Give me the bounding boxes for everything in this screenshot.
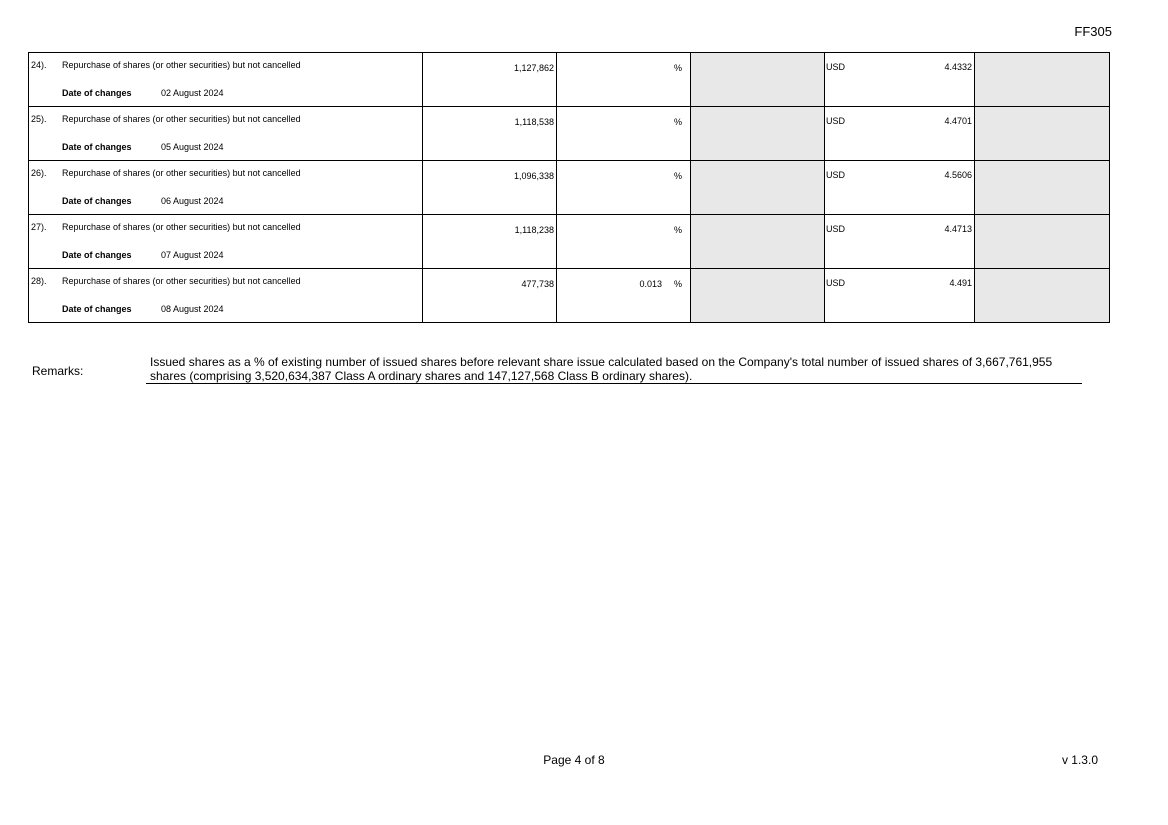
repurchase-table (28, 52, 1110, 323)
currency-label: USD (826, 116, 846, 126)
date-of-changes-value: 08 August 2024 (161, 304, 224, 314)
remarks-text: Issued shares as a % of existing number of issued shares before relevant share issue calculated based on the Company's total number of issued shares of 3,667,761,955 shares (comprising 3,520,634,387 Class A ordinary shares and 147,127,568 Class B ordinary shares). (146, 355, 1082, 384)
shares-count: 1,127,862 (423, 53, 557, 107)
price-cell (825, 53, 975, 107)
currency-label: USD (826, 170, 846, 180)
shaded-cell (691, 107, 825, 161)
row-number: 28). (31, 276, 47, 286)
shaded-cell (975, 107, 1110, 161)
shaded-cell (691, 215, 825, 269)
row-number: 25). (31, 114, 47, 124)
price-cell (825, 161, 975, 215)
percentage-cell (557, 107, 691, 161)
date-of-changes-label: Date of changes (62, 142, 132, 152)
shaded-cell (975, 215, 1110, 269)
row-description: Repurchase of shares (or other securities) but not cancelled (62, 222, 301, 232)
date-of-changes-label: Date of changes (62, 88, 132, 98)
description-cell (29, 53, 423, 107)
shaded-cell (975, 53, 1110, 107)
date-of-changes-label: Date of changes (62, 304, 132, 314)
percentage-cell (557, 53, 691, 107)
table-row (29, 269, 1110, 323)
shaded-cell (691, 161, 825, 215)
description-cell (29, 269, 423, 323)
description-cell (29, 107, 423, 161)
table-row (29, 161, 1110, 215)
percentage-cell (557, 215, 691, 269)
price-value: 4.4713 (944, 224, 972, 234)
date-of-changes-label: Date of changes (62, 250, 132, 260)
price-cell (825, 215, 975, 269)
percent-sign: % (673, 225, 682, 235)
currency-label: USD (826, 224, 846, 234)
date-of-changes-value: 06 August 2024 (161, 196, 224, 206)
price-cell (825, 269, 975, 323)
price-value: 4.491 (949, 278, 972, 288)
shaded-cell (691, 269, 825, 323)
shares-count: 1,096,338 (423, 161, 557, 215)
percentage-cell (557, 269, 691, 323)
description-cell (29, 161, 423, 215)
date-of-changes-value: 07 August 2024 (161, 250, 224, 260)
page-number: Page 4 of 8 (543, 753, 605, 767)
row-description: Repurchase of shares (or other securities) but not cancelled (62, 114, 301, 124)
percentage-value: 0.013 (639, 279, 662, 289)
price-cell (825, 107, 975, 161)
row-description: Repurchase of shares (or other securities) but not cancelled (62, 168, 301, 178)
percent-sign: % (673, 117, 682, 127)
shaded-cell (975, 161, 1110, 215)
date-of-changes-label: Date of changes (62, 196, 132, 206)
row-description: Repurchase of shares (or other securities) but not cancelled (62, 60, 301, 70)
price-value: 4.4701 (944, 116, 972, 126)
percentage-cell (557, 161, 691, 215)
description-cell (29, 215, 423, 269)
date-of-changes-value: 05 August 2024 (161, 142, 224, 152)
currency-label: USD (826, 278, 846, 288)
shaded-cell (975, 269, 1110, 323)
row-number: 26). (31, 168, 47, 178)
remarks-label: Remarks: (32, 364, 84, 378)
form-code: FF305 (1074, 24, 1112, 39)
price-value: 4.4332 (944, 62, 972, 72)
row-number: 27). (31, 222, 47, 232)
table-row (29, 107, 1110, 161)
date-of-changes-value: 02 August 2024 (161, 88, 224, 98)
shares-count: 1,118,538 (423, 107, 557, 161)
price-value: 4.5606 (944, 170, 972, 180)
row-number: 24). (31, 60, 47, 70)
shares-count: 477,738 (423, 269, 557, 323)
row-description: Repurchase of shares (or other securities) but not cancelled (62, 276, 301, 286)
table-row (29, 53, 1110, 107)
currency-label: USD (826, 62, 846, 72)
percent-sign: % (673, 63, 682, 73)
shaded-cell (691, 53, 825, 107)
version-label: v 1.3.0 (1061, 753, 1098, 767)
percent-sign: % (673, 171, 682, 181)
shares-count: 1,118,238 (423, 215, 557, 269)
percent-sign: % (673, 279, 682, 289)
table-row (29, 215, 1110, 269)
